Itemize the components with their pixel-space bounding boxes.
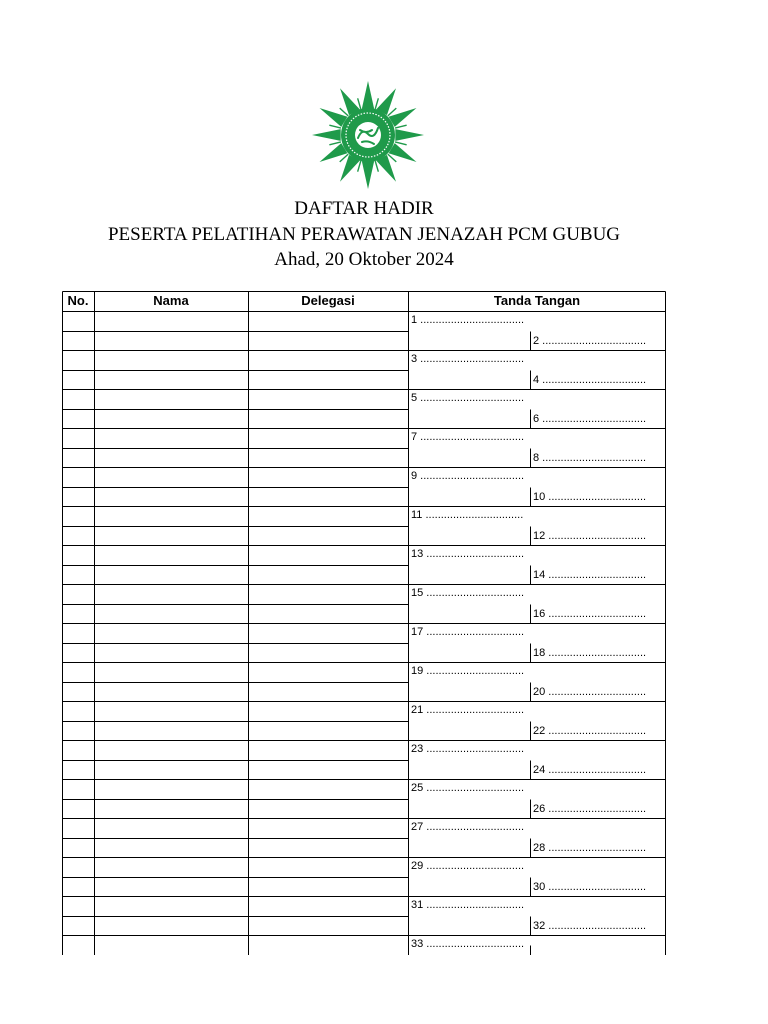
signature-line[interactable]: 19 ................................ — [411, 665, 525, 678]
signature-line[interactable]: 8 .................................. — [533, 451, 647, 464]
signature-line[interactable]: 33 ................................ — [411, 938, 525, 951]
signature-line[interactable]: 3 .................................. — [411, 353, 525, 366]
logo-minor-ray — [395, 125, 407, 128]
signature-line[interactable]: 5 .................................. — [411, 392, 525, 405]
logo-minor-ray — [329, 142, 341, 145]
document-title — [0, 196, 728, 273]
logo-minor-ray — [375, 161, 378, 172]
muhammadiyah-logo-icon — [308, 78, 428, 192]
signature-line[interactable]: 17 ................................ — [411, 626, 525, 639]
signature-line[interactable]: 15 ................................ — [411, 587, 525, 600]
signature-line[interactable]: 2 .................................. — [533, 334, 647, 347]
signature-line[interactable]: 29 ................................ — [411, 860, 525, 873]
logo-minor-ray — [395, 142, 407, 145]
signature-line[interactable]: 6 .................................. — [533, 412, 647, 425]
logo-ray — [362, 161, 374, 189]
logo-ray — [312, 129, 341, 141]
logo-minor-ray — [329, 125, 341, 128]
signature-line[interactable]: 4 .................................. — [533, 373, 647, 386]
signature-line[interactable]: 18 ................................ — [533, 646, 647, 659]
logo-minor-ray — [375, 98, 378, 109]
logo-ray — [395, 129, 424, 141]
signature-line[interactable]: 32 ................................ — [533, 919, 647, 932]
signature-line[interactable]: 26 ................................ — [533, 802, 647, 815]
signature-line[interactable]: 22 ................................ — [533, 724, 647, 737]
signature-line[interactable]: 13 ................................ — [411, 548, 525, 561]
title-date: Ahad, 20 Oktober 2024 — [274, 249, 454, 270]
signature-line[interactable]: 31 ................................ — [411, 899, 525, 912]
signature-line[interactable]: 1 .................................. — [411, 314, 525, 326]
signature-line[interactable]: 11 ................................ — [411, 509, 524, 522]
signature-line[interactable]: 24 ................................ — [533, 763, 647, 776]
signature-line[interactable]: 10 ................................ — [533, 490, 647, 503]
signature-line[interactable]: 12 ................................ — [533, 529, 647, 542]
signature-line[interactable]: 7 .................................. — [411, 431, 525, 444]
logo-minor-ray — [358, 161, 361, 172]
signature-line[interactable]: 23 ................................ — [411, 743, 525, 756]
signature-line[interactable]: 25 ................................ — [411, 782, 525, 795]
column-header-tanda-tangan: Tanda Tangan — [493, 293, 581, 308]
attendance-table — [62, 291, 666, 955]
signature-line[interactable]: 28 ................................ — [533, 841, 647, 854]
column-header-delegasi: Delegasi — [301, 293, 355, 308]
logo-ray — [362, 81, 374, 109]
signature-line[interactable]: 16 ................................ — [533, 607, 647, 620]
column-header-no: No. — [67, 293, 89, 308]
signature-line[interactable]: 27 ................................ — [411, 821, 525, 834]
title-event: PESERTA PELATIHAN PERAWATAN JENAZAH PCM GUBUG — [107, 223, 621, 245]
signature-line[interactable]: 14 ................................ — [533, 568, 647, 581]
signature-line[interactable]: 20 ................................ — [533, 685, 647, 698]
logo-minor-ray — [358, 98, 361, 109]
column-header-nama: Nama — [153, 293, 189, 308]
title-heading: DAFTAR HADIR — [294, 198, 434, 219]
signature-line[interactable]: 9 .................................. — [411, 470, 525, 483]
signature-line[interactable]: 30 ................................ — [533, 880, 647, 893]
signature-line[interactable]: 21 ................................ — [411, 704, 525, 717]
